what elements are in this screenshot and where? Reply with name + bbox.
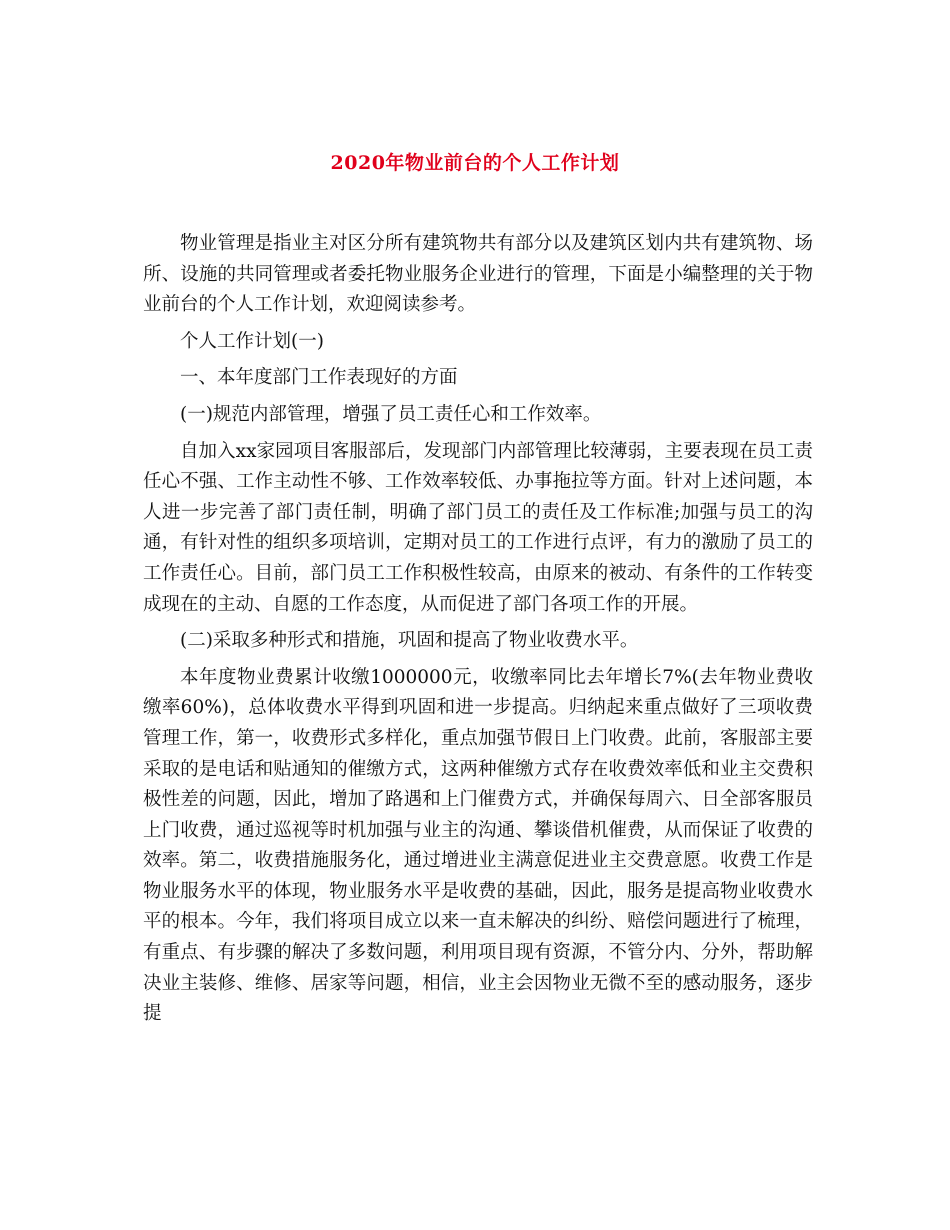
paragraph-body-2: 本年度物业费累计收缴1000000元，收缴率同比去年增长7%(去年物业费收缴率60%)，总体收费水平得到巩固和进一步提高。归纳起来重点做好了三项收费管理工作，第一，收费形式多样化，重点加强节假日上门收费。此前，客服部主要采取的是电话和贴通知的催缴方式，这两种催缴方式存在收费效率低和业主交费积极性差的问题，因此，增加了路遇和上门催费方式，并确保每周六、日全部客服员上门收费，通过巡视等时机加强与业主的沟通、攀谈借机催费，从而保证了收费的效率。第二，收费措施服务化，通过增进业主满意促进业主交费意愿。收费工作是物业服务水平的体现，物业服务水平是收费的基础，因此，服务是提高物业收费水平的根本。今年，我们将项目成立以来一直未解决的纠纷、赔偿问题进行了梳理，有重点、有步骤的解决了多数问题，利用项目现有资源，不管分内、分外，帮助解决业主装修、维修、居家等问题，相信，业主会因物业无微不至的感动服务，逐步提 [143,666,813,1025]
paragraph-plan-heading: 个人工作计划(一) [180,330,324,352]
document-body [143,229,813,1030]
paragraph-subheading-1: (一)规范内部管理，增强了员工责任心和工作效率。 [180,403,602,425]
paragraph-subheading-2: (二)采取多种形式和措施，巩固和提高了物业收费水平。 [180,630,639,652]
paragraph-intro: 物业管理是指业主对区分所有建筑物共有部分以及建筑区划内共有建筑物、场所、设施的共同管理或者委托物业服务企业进行的管理，下面是小编整理的关于物业前台的个人工作计划，欢迎阅读参考。 [143,233,813,316]
paragraph-section-heading: 一、本年度部门工作表现好的方面 [180,367,458,389]
paragraph-body-1: 自加入xx家园项目客服部后，发现部门内部管理比较薄弱，主要表现在员工责任心不强、工作主动性不够、工作效率较低、办事拖拉等方面。针对上述问题，本人进一步完善了部门责任制，明确了部门员工的责任及工作标准;加强与员工的沟通，有针对性的组织多项培训，定期对员工的工作进行点评，有力的激励了员工的工作责任心。目前，部门员工工作积极性较高，由原来的被动、有条件的工作转变成现在的主动、自愿的工作态度，从而促进了部门各项工作的开展。 [143,440,813,615]
document-title: 2020年物业前台的个人工作计划 [330,152,620,174]
